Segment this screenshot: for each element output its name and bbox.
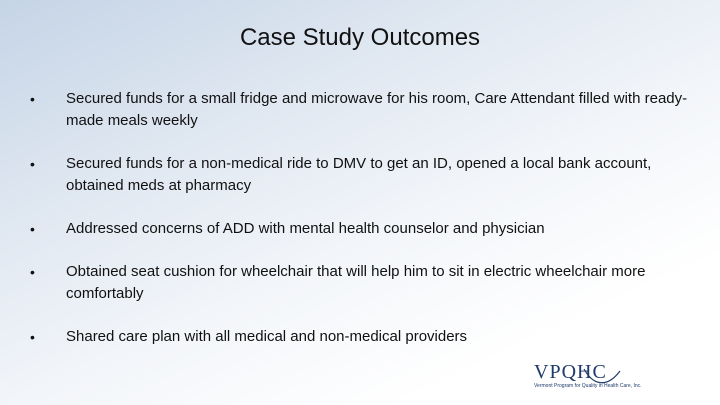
slide-title: Case Study Outcomes xyxy=(239,24,481,51)
bullet-item xyxy=(30,153,690,197)
vpqhc-logo xyxy=(534,361,658,391)
bullet-item xyxy=(30,88,690,132)
bullet-icon: • xyxy=(30,91,35,107)
bullet-list xyxy=(30,88,690,369)
bullet-icon: • xyxy=(30,156,35,172)
bullet-icon: • xyxy=(30,221,35,237)
bullet-icon: • xyxy=(30,264,35,280)
logo-text: VPQHC xyxy=(534,361,607,383)
logo-subtitle: Vermont Program for Quality in Health Care, Inc. xyxy=(534,383,642,389)
bullet-text: Addressed concerns of ADD with mental health counselor and physician xyxy=(66,220,545,237)
bullet-icon: • xyxy=(30,329,35,345)
bullet-text: Secured funds for a small fridge and microwave for his room, Care Attendant filled with ready-made meals weekly xyxy=(66,90,688,129)
bullet-text: Obtained seat cushion for wheelchair that will help him to sit in electric wheelchair more comfortably xyxy=(66,263,646,302)
bullet-text: Secured funds for a non-medical ride to DMV to get an ID, opened a local bank account, obtained meds at pharmacy xyxy=(66,155,652,194)
bullet-item xyxy=(30,326,690,348)
bullet-item xyxy=(30,218,690,240)
bullet-item xyxy=(30,261,690,305)
bullet-text: Shared care plan with all medical and non-medical providers xyxy=(66,328,468,345)
